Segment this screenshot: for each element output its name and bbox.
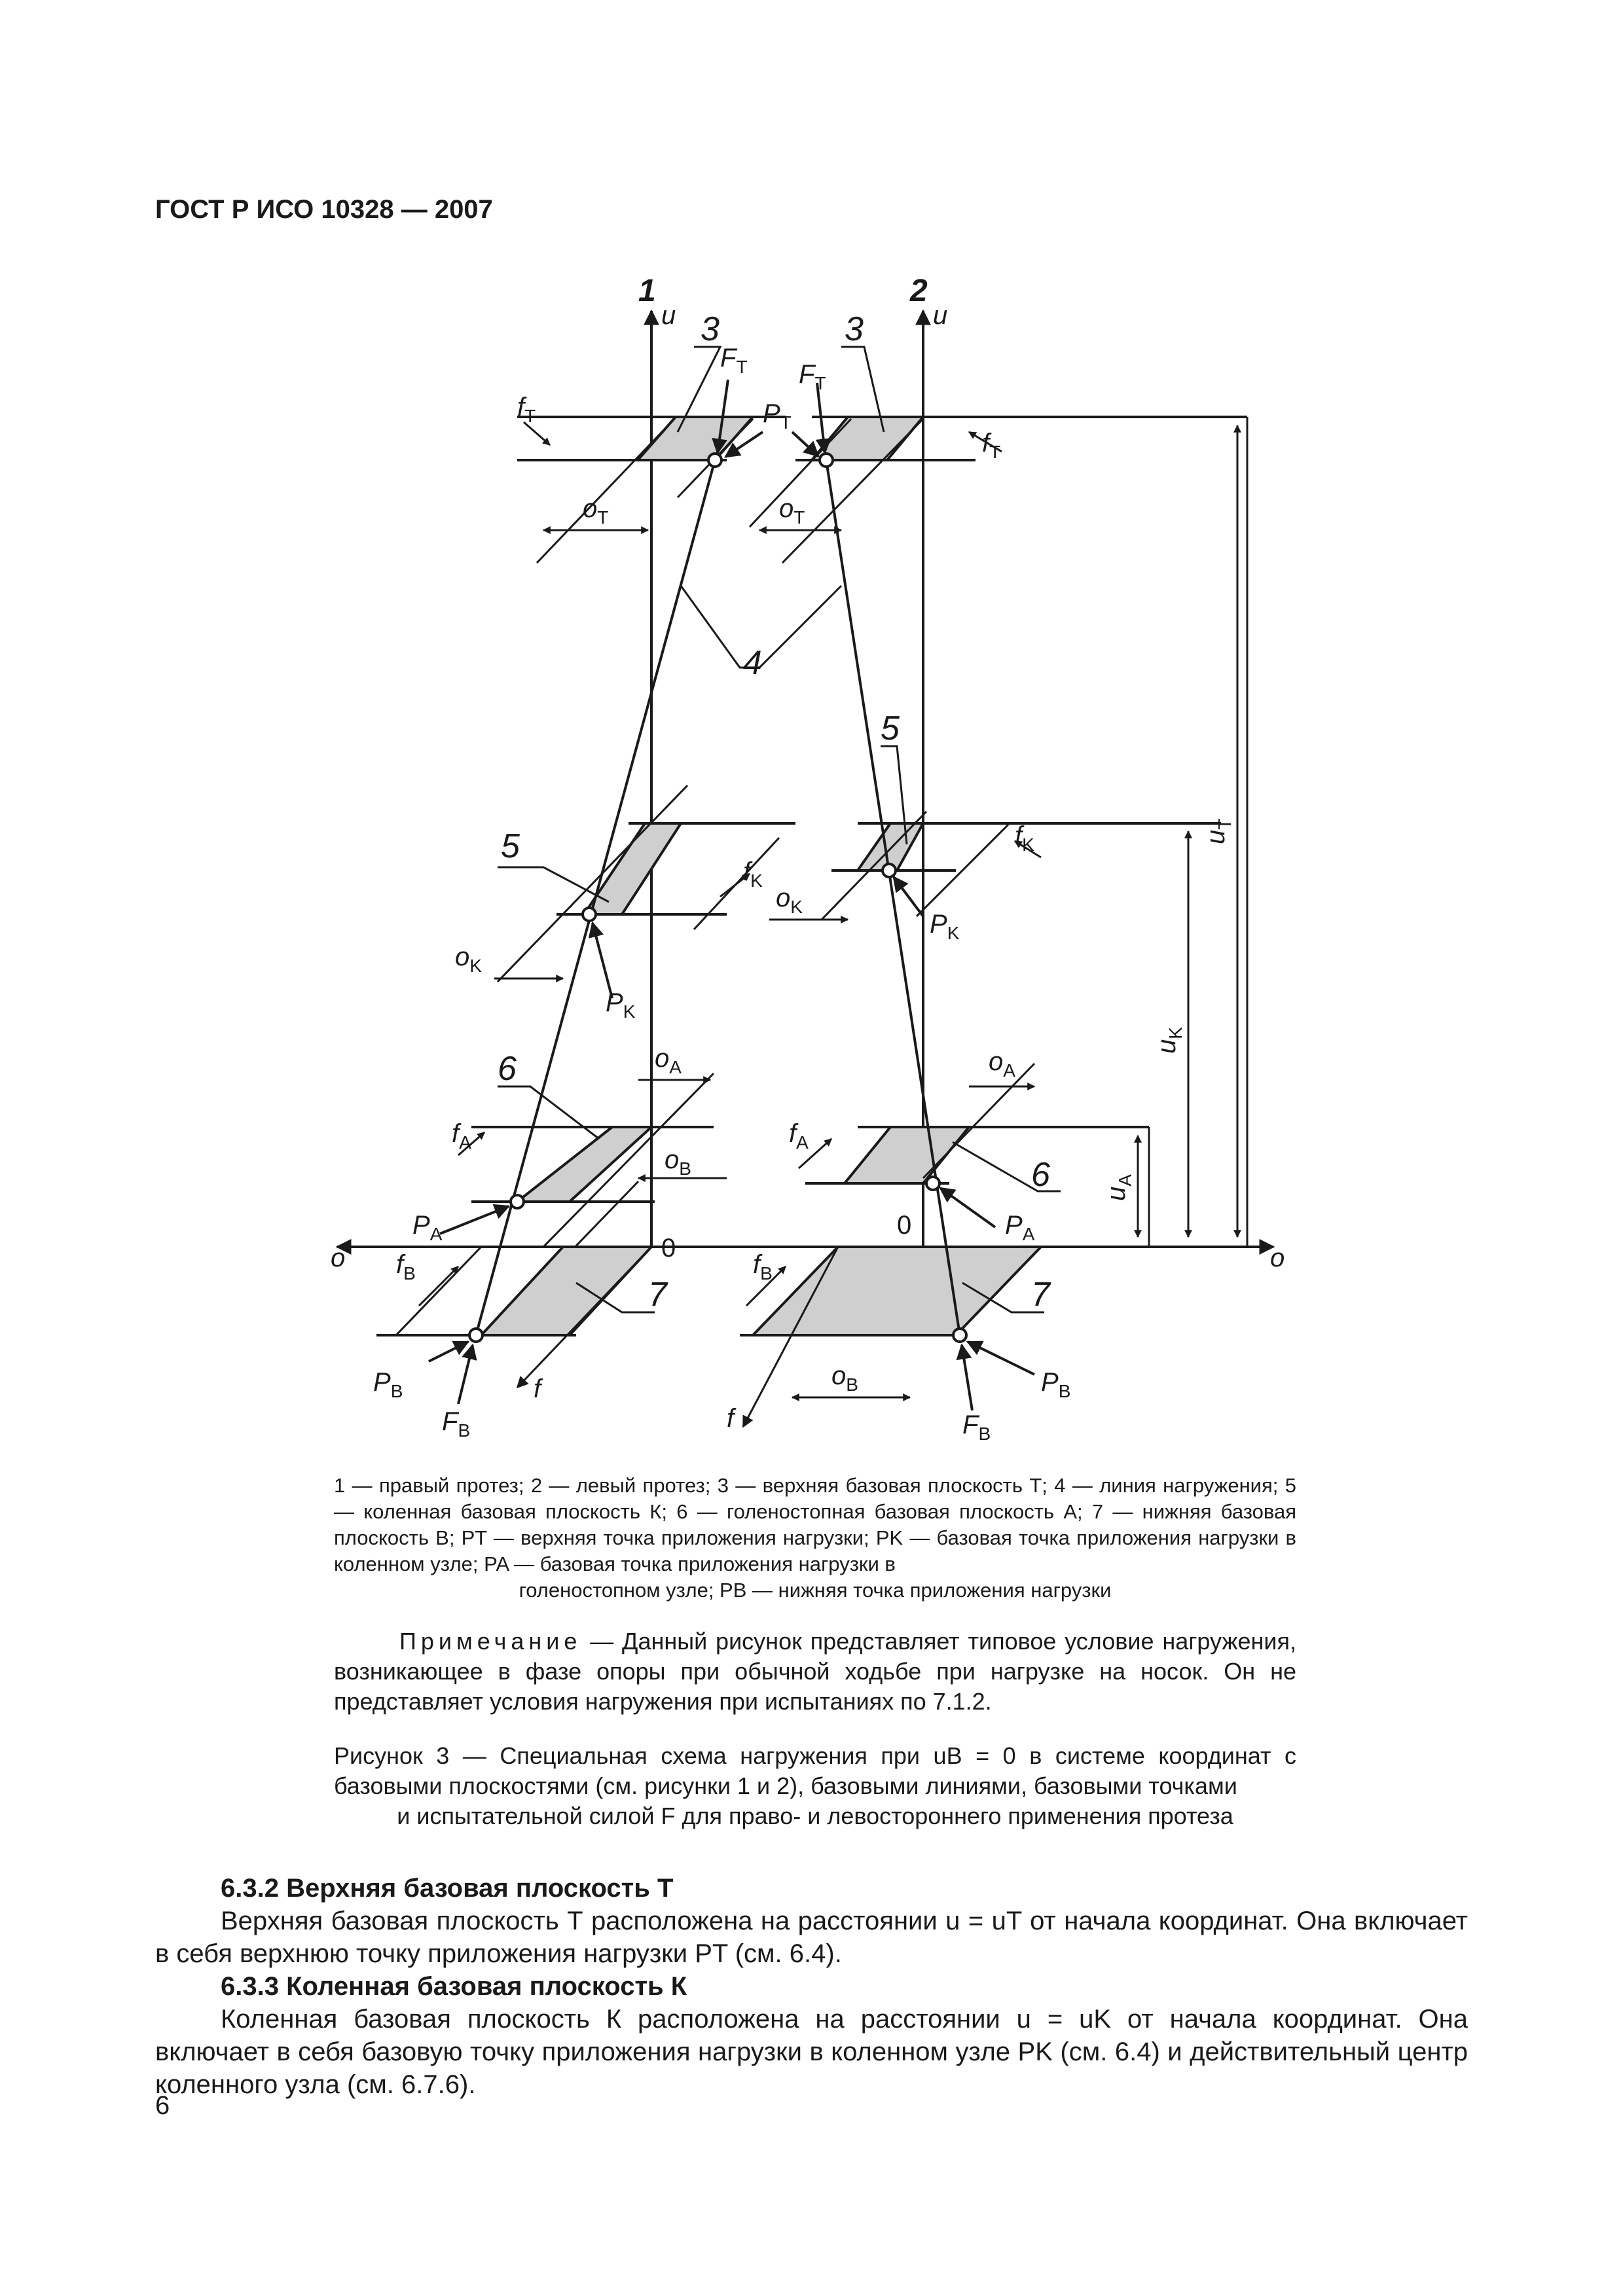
o-label-right: o xyxy=(1270,1244,1285,1272)
svg-text:oA: $o_A$ xyxy=(655,1044,682,1077)
svg-text:PB: $P_B$ xyxy=(373,1368,403,1401)
left-load-line xyxy=(469,454,721,1342)
svg-text:oT: $o_T$ xyxy=(583,494,609,528)
label-FB-right xyxy=(962,1410,991,1444)
svg-text:uT: $u_T$ xyxy=(1201,818,1235,844)
figure-title xyxy=(334,1741,1296,1831)
label-oT-right xyxy=(779,494,805,528)
page-number: 6 xyxy=(155,2091,170,2120)
svg-text:PA: $P_A$ xyxy=(412,1211,443,1244)
label-PT xyxy=(763,399,792,433)
svg-text:fA: $f_A$ xyxy=(452,1119,471,1153)
section-paragraph: Верхняя базовая плоскость Т расположена на расстоянии u = uT от начала координат. Она включает в себя верхнюю точку приложения нагрузки PT (см. 6.4). xyxy=(155,1907,1468,1968)
label-PB-right xyxy=(1041,1368,1070,1401)
svg-text:FB: $F_B$ xyxy=(442,1407,471,1441)
label-oT-left xyxy=(583,494,608,528)
label-oA-left xyxy=(655,1044,682,1077)
label-fT-left xyxy=(517,393,536,426)
svg-text:FT: $F_T$ xyxy=(720,344,748,377)
svg-text:PK: $P_K$ xyxy=(606,988,636,1022)
label-FT-left xyxy=(720,344,748,377)
svg-text:fT: $f_T$ xyxy=(982,429,1001,462)
figure-legend xyxy=(334,1473,1296,1604)
svg-text:uA: $u_A$ xyxy=(1102,1174,1135,1201)
svg-text:FB: $F_B$ xyxy=(962,1410,991,1444)
note-label: Примечание xyxy=(399,1628,582,1655)
svg-text:PA: $P_A$ xyxy=(1005,1211,1035,1244)
legend-last-line: голеностопном узле; PB — нижняя точка приложения нагрузки xyxy=(519,1579,1112,1602)
svg-text:fK: $f_K$ xyxy=(743,857,763,891)
label-PK-left xyxy=(606,988,636,1022)
label-fT-right xyxy=(982,429,1000,462)
right-ankle-plane xyxy=(805,1064,1149,1183)
svg-text:oT: $o_T$ xyxy=(779,494,805,528)
u-label-1: u xyxy=(661,301,676,330)
callout-7-right: 7 xyxy=(1031,1276,1050,1314)
svg-text:oA: $o_A$ xyxy=(989,1047,1015,1081)
axis-2-label: 2 xyxy=(910,274,928,308)
svg-text:uK: $u_K$ xyxy=(1152,1027,1186,1054)
figure-note xyxy=(334,1626,1296,1717)
callout-5-left: 5 xyxy=(501,827,520,865)
label-oB-right xyxy=(831,1361,858,1395)
svg-text:oK: $o_K$ xyxy=(455,942,482,976)
callout-6-right: 6 xyxy=(1031,1156,1050,1194)
svg-text:oB: $o_B$ xyxy=(831,1361,858,1395)
svg-text:PK: $P_K$ xyxy=(930,910,960,943)
svg-text:PT: $P_T$ xyxy=(763,399,792,433)
f-axis-right: f xyxy=(727,1404,735,1433)
section-heading: 6.3.2 Верхняя базовая плоскость Т xyxy=(221,1874,674,1903)
label-PA-left xyxy=(412,1211,443,1244)
label-PK-right xyxy=(930,910,960,943)
svg-text:PB: $P_B$ xyxy=(1041,1368,1071,1401)
right-bottom-plane xyxy=(681,1247,1041,1427)
svg-text:oB: $o_B$ xyxy=(665,1145,691,1179)
legend-text: 1 — правый протез; 2 — левый протез; 3 — верхняя базовая плоскость Т; 4 — линия нагружения; 5 — коленная базовая плоскость К; 6 — голеностопная базовая плоскость А; 7 — нижняя базовая плоскость B; PT — верхняя точка приложения нагрузки; PK — базовая точка приложения нагрузки в коленном узле; PA — базовая точка приложения нагрузки в xyxy=(334,1474,1296,1575)
svg-text:FT: $F_T$ xyxy=(799,360,826,393)
svg-text:fT: $f_T$ xyxy=(517,393,536,426)
svg-text:fK: $f_K$ xyxy=(1015,821,1034,855)
label-fK-right xyxy=(1015,821,1034,855)
section-paragraph: Коленная базовая плоскость К расположена на расстоянии u = uK от начала координат. Она включает в себя базовую точку приложения нагрузки в коленном узле PK (см. 6.4) и действительный центр коленного узла (см. 6.7.6). xyxy=(155,2005,1468,2099)
callout-3-left: 3 xyxy=(701,310,720,348)
svg-text:fB: $f_B$ xyxy=(396,1250,416,1283)
callout-4: 4 xyxy=(743,644,762,682)
svg-text:fB: $f_B$ xyxy=(753,1250,773,1283)
f-axis-left: f xyxy=(534,1374,541,1403)
origin-left: 0 xyxy=(661,1234,676,1263)
label-PA-right xyxy=(1005,1211,1035,1244)
label-uA xyxy=(1102,1174,1135,1201)
u-label-2: u xyxy=(933,301,948,330)
callout-3-right: 3 xyxy=(845,310,864,348)
left-bottom-plane xyxy=(376,1247,651,1388)
label-oK-right xyxy=(776,884,803,917)
label-fA-left xyxy=(452,1119,471,1153)
label-uK xyxy=(1152,1027,1186,1054)
label-fK-left xyxy=(743,857,763,891)
label-oK-left xyxy=(455,942,482,976)
origin-right: 0 xyxy=(897,1211,912,1240)
note-text: — Данный рисунок представляет типовое условие нагружения, возникающее в фазе опоры при обычной ходьбе при нагрузке на носок. Он не представляет условия нагружения при испытаниях по 7.1.2. xyxy=(334,1628,1296,1715)
label-oB-left xyxy=(665,1145,691,1179)
label-oA-right xyxy=(989,1047,1015,1081)
axis-1-label: 1 xyxy=(638,274,656,308)
label-FT-right xyxy=(799,360,826,393)
callout-5-right: 5 xyxy=(881,709,900,747)
section-heading: 6.3.3 Коленная базовая плоскость К xyxy=(221,1972,687,2001)
label-PB-left xyxy=(373,1368,403,1401)
label-fA-right xyxy=(789,1119,809,1153)
o-label-left: o xyxy=(331,1244,346,1272)
standard-header: ГОСТ Р ИСО 10328 — 2007 xyxy=(155,195,493,224)
section-6-3-3 xyxy=(155,1970,1468,2101)
figure-title-last-line: и испытательной силой F для право- и левостороннего применения протеза xyxy=(397,1803,1233,1829)
label-fB-right xyxy=(753,1250,773,1283)
svg-text:oK: $o_K$ xyxy=(776,884,803,917)
section-6-3-2 xyxy=(155,1872,1468,1970)
svg-text:fA: $f_A$ xyxy=(789,1119,809,1153)
callout-7-left: 7 xyxy=(648,1276,667,1314)
figure-title-text: Рисунок 3 — Специальная схема нагружения при uB = 0 в системе координат с базовыми плоскостями (см. рисунки 1 и 2), базовыми линиями, базовыми точками xyxy=(334,1742,1296,1799)
callout-6-left: 6 xyxy=(498,1050,517,1088)
label-fB-left xyxy=(396,1250,416,1283)
label-FB-left xyxy=(442,1407,470,1441)
figure-labels xyxy=(331,274,1285,1444)
